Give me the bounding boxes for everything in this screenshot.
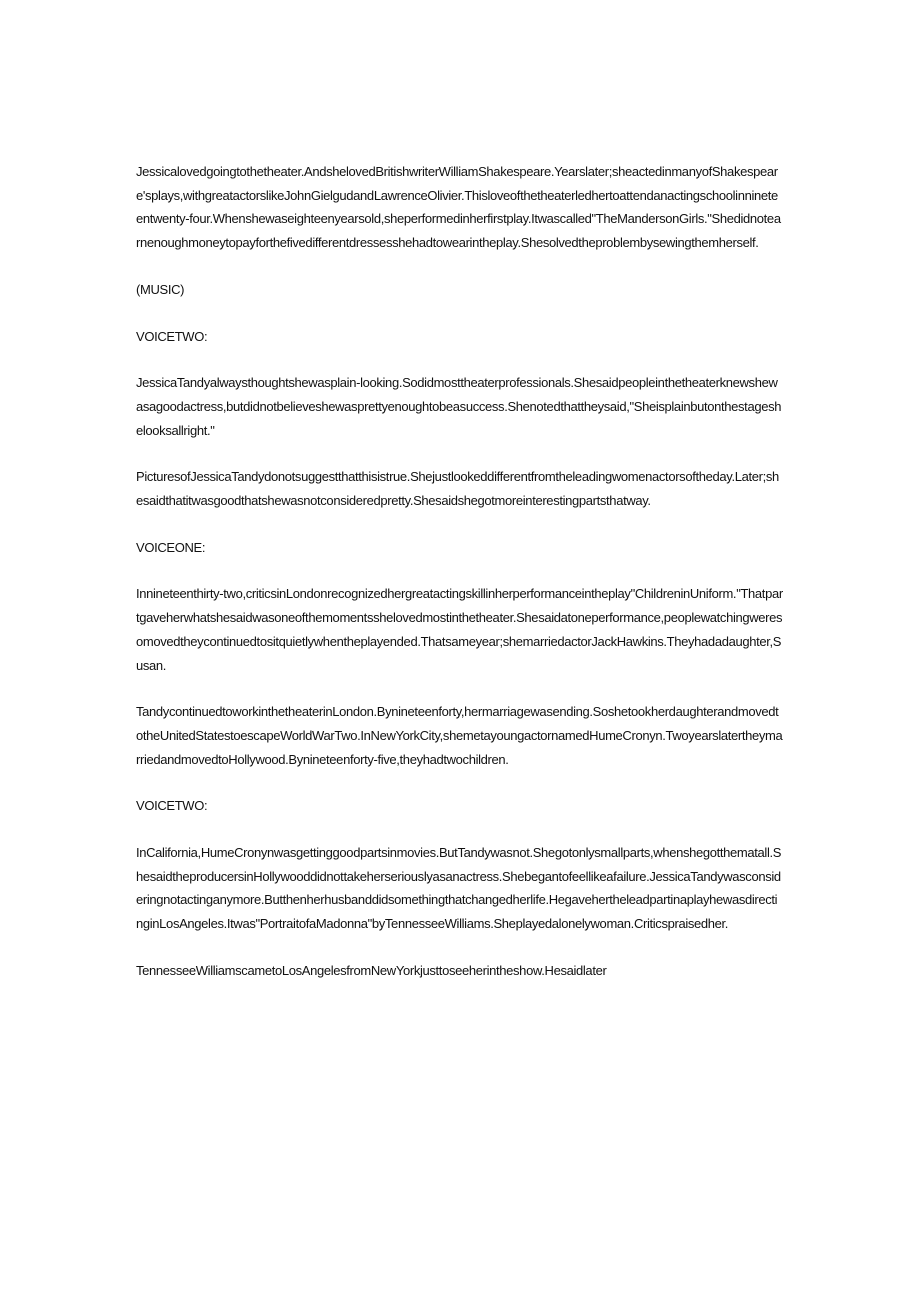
paragraph-pictures: PicturesofJessicaTandydonotsuggestthatthisistrue.Shejustlookeddifferentfromtheleadingwomenactorsoftheday.Later;shesaidthatitwasgoodthatshewasnotconsideredpretty.Shesaidshegotmoreinterestingpartsthatway. xyxy=(136,469,779,509)
paragraph-children-in-uniform: Innineteenthirty-two,criticsinLondonrecognizedhergreatactingskillinherperformanceintheplay"ChildreninUniform."Thatpartgaveherwhatshesaidwasoneofthemomentsshelovedmostinthetheater.Shesaidatoneperformance,peoplewatchingweresomovedtheycontinuedtositquietlywhentheplayended.Thatsameyear;shemarriedactorJackHawkins.Theyhadadaughter,Susan. xyxy=(136,586,783,673)
paragraph-move-to-us: TandycontinuedtoworkinthetheaterinLondon.Bynineteenforty,hermarriagewasending.SoshetookherdaughterandmovedtotheUnitedStatestoescapeWorldWarTwo.InNewYorkCity,shemetayoungactornamedHumeCronyn.TwoyearslatertheymarriedandmovedtoHollywood.Bynineteenforty-five,theyhadtwochildren. xyxy=(136,704,783,767)
paragraph-plain-looking: JessicaTandyalwaysthoughtshewasplain-looking.Sodidmosttheaterprofessionals.Shesaidpeopleinthetheaterknewshewasagoodactress,butdidnotbelieveshewasprettyenoughtobeasuccess.Shenotedthattheysaid,"Sheisplainbutonthestageshelooksallright." xyxy=(136,375,782,438)
speaker-label-voice-two: VOICETWO: xyxy=(136,328,208,344)
document-body xyxy=(136,160,784,1006)
music-cue: (MUSIC) xyxy=(136,281,185,297)
paragraph-tennessee-williams: TennesseeWilliamscametoLosAngelesfromNewYorkjusttoseeherintheshow.Hesaidlater xyxy=(136,962,607,978)
paragraph-california: InCalifornia,HumeCronynwasgettinggoodpartsinmovies.ButTandywasnot.Shegotonlysmallparts,whenshegotthematall.ShesaidtheproducersinHollywooddidnottakeherseriouslyasanactress.Shebegantofeellikeafailure.JessicaTandywasconsideringnotactinganymore.Butthenherhusbanddidsomethingthatchangedherlife.HegavehertheleadpartinaplayhewasdirectinginLosAngeles.Itwas"PortraitofaMadonna"byTennesseeWilliams.Sheplayedalonelywoman.Criticspraisedher. xyxy=(136,845,782,932)
paragraph-early-theater: Jessicalovedgoingtothetheater.AndshelovedBritishwriterWilliamShakespeare.Yearslater;sheactedinmanyofShakespeare'splays,withgreatactorslikeJohnGielgudandLawrenceOlivier.Thisloveofthetheaterledhertoattendanactingschoolinnineteentwenty-four.Whenshewaseighteenyearsold,sheperformedinherfirstplay.Itwascalled"TheMandersonGirls."Shedidnotearnenoughmoneytopayforthefivedifferentdressesshehadtowearintheplay.Shesolvedtheproblembysewingthemherself. xyxy=(136,164,781,251)
speaker-label-voice-two-second: VOICETWO: xyxy=(136,798,208,814)
speaker-label-voice-one: VOICEONE: xyxy=(136,539,206,555)
